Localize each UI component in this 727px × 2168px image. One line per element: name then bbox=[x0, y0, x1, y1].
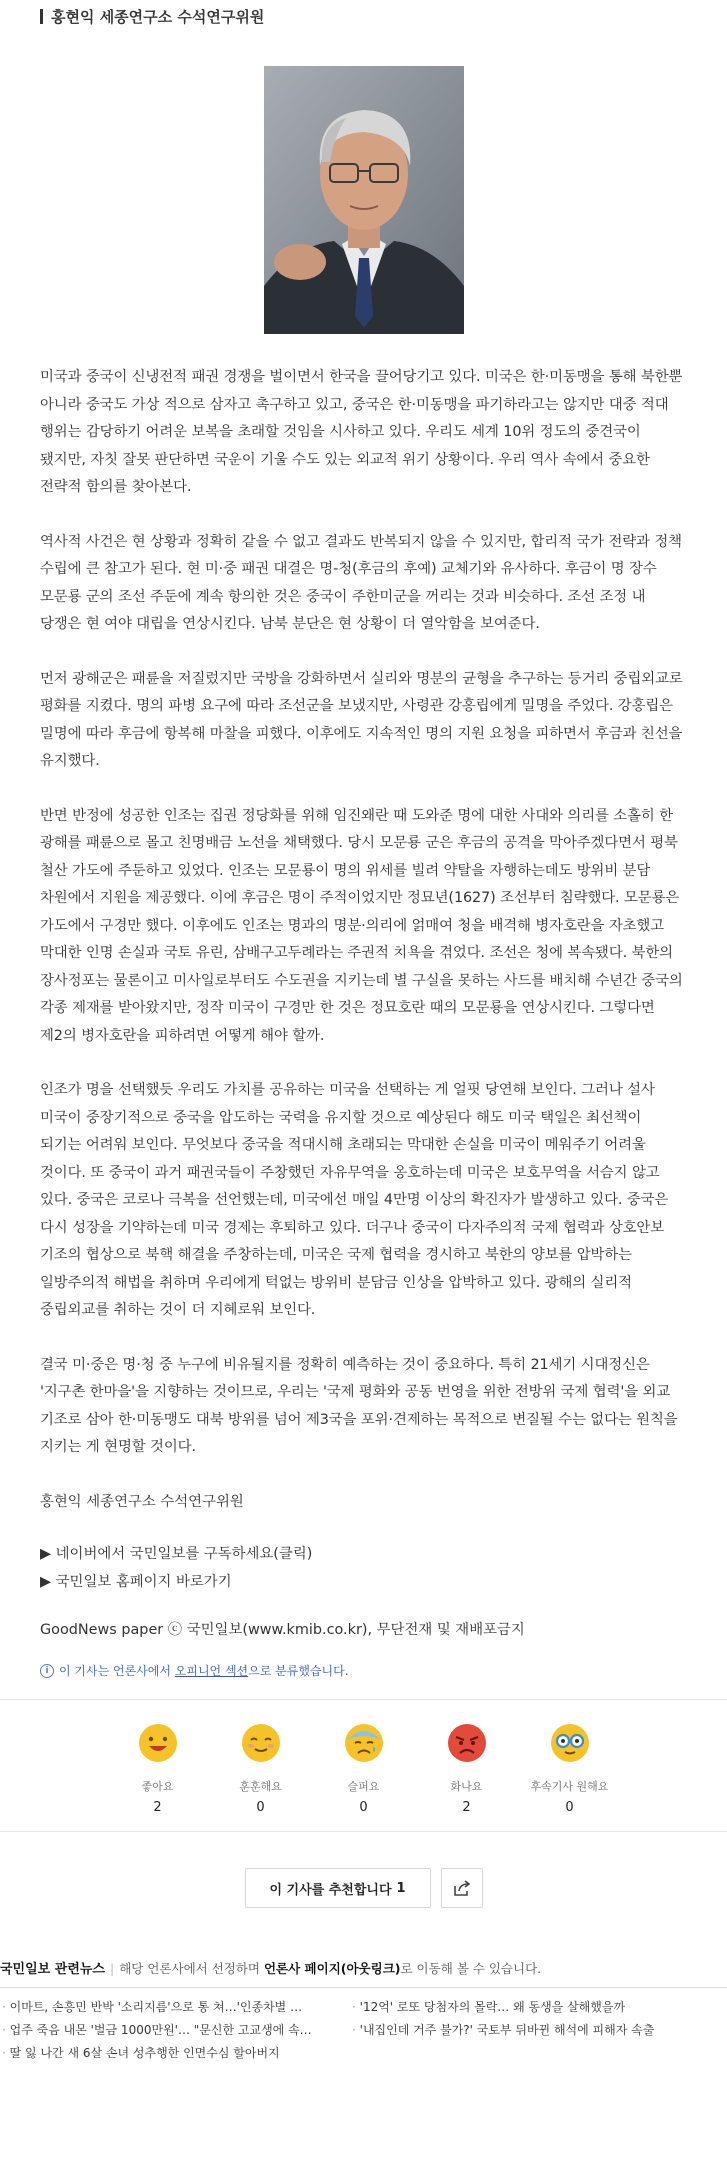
recommend-label: 이 기사를 추천합니다 bbox=[269, 1882, 392, 1898]
related-desc-bold: 언론사 페이지(아웃링크) bbox=[263, 1961, 401, 1976]
angry-face-icon bbox=[446, 1722, 488, 1764]
reaction-warm[interactable] bbox=[209, 1722, 312, 1815]
sad-face-icon bbox=[343, 1722, 385, 1764]
subscribe-link[interactable]: ▶ 네이버에서 국민일보를 구독하세요(클릭) bbox=[40, 1546, 313, 1562]
article-paragraph: 역사적 사건은 현 상황과 정확히 같을 수 없고 결과도 반복되지 않을 수 있지만, 합리적 국가 전략과 정책 수립에 큰 참고가 된다. 현 미·중 패권 대결은 명-청(후금의 후예) 교체기와 유사하다. 후금이 명 장수 모문룡 군의 조선 주둔에 계속 항의한 것은 중국이 주한미군을 꺼리는 것과 비슷하다. 조선 조정 내 당쟁은 현 여야 대립을 연상시킨다. 남북 분단은 현 상황이 더 열악함을 보여준다. bbox=[40, 533, 682, 632]
reaction-count: 0 bbox=[359, 1800, 368, 1815]
article-paragraph: 먼저 광해군은 패륜을 저질렀지만 국방을 강화하면서 실리와 명분의 균형을 추구하는 등거리 중립외교로 평화를 지켰다. 명의 파병 요구에 따라 조선군을 보냈지만, 사령관 강홍립에게 밀명을 주었다. 강홍립은 밀명에 따라 후금에 항복해 마찰을 피했다. 이후에도 지속적인 명의 지원 요청을 피하면서 후금과 친선을 유지했다. bbox=[40, 670, 683, 769]
reaction-bar bbox=[0, 1700, 727, 1831]
header-separator: | bbox=[110, 1961, 115, 1976]
recommend-count: 1 bbox=[396, 1880, 406, 1896]
byline-header bbox=[0, 0, 727, 32]
recommend-button[interactable] bbox=[245, 1868, 431, 1908]
byline-text: 홍현익 세종연구소 수석연구위원 bbox=[51, 8, 265, 26]
author-photo bbox=[264, 66, 464, 334]
want-more-face-icon bbox=[549, 1722, 591, 1764]
reaction-want-more[interactable] bbox=[518, 1722, 621, 1815]
promo-links bbox=[40, 1540, 687, 1596]
related-news-item[interactable]: · '12억' 로또 당첨자의 몰락… 왜 동생을 살해했을까 bbox=[350, 1996, 727, 2019]
reaction-count: 2 bbox=[153, 1800, 162, 1815]
share-icon bbox=[452, 1878, 472, 1898]
article-paragraph: 결국 미·중은 명·청 중 누구에 비유될지를 정확히 예측하는 것이 중요하다. 특히 21세기 시대정신은 '지구촌 한마을'을 지향하는 것이므로, 우리는 '국제 평화와 공동 번영을 위한 전방위 국제 협력'을 외교 기조로 삼아 한·미동맹도 대북 방위를 넘어 제3국을 포위·견제하는 목적으로 변질될 수는 없다는 원칙을 지키는 게 현명할 것이다. bbox=[40, 1356, 678, 1455]
reaction-angry[interactable] bbox=[415, 1722, 518, 1815]
section-notice bbox=[40, 1662, 687, 1679]
like-face-icon bbox=[137, 1722, 179, 1764]
article-paragraph: 미국과 중국이 신냉전적 패권 경쟁을 벌이면서 한국을 끌어당기고 있다. 미국은 한·미동맹을 통해 북한뿐 아니라 중국도 가상 적으로 삼자고 촉구하고 있고, 중국은 한·미동맹을 파기하라고는 않지만 대중 적대 행위는 감당하기 어려운 보복을 초래할 것임을 시사하고 있다. 우리도 세계 10위 정도의 중견국이 됐지만, 자칫 잘못 판단하면 국운이 기울 수도 있는 외교적 위기 상황이다. 우리 역사 속에서 중요한 전략적 함의를 찾아본다. bbox=[40, 369, 683, 495]
copyright-text: GoodNews paper ⓒ 국민일보(www.kmib.co.kr), 무단전재 및 재배포금지 bbox=[40, 1622, 525, 1638]
reaction-like[interactable] bbox=[106, 1722, 209, 1815]
related-news-list bbox=[0, 1988, 727, 2065]
notice-text bbox=[59, 1662, 349, 1679]
related-news-item[interactable]: · 이마트, 손흥민 반박 '소리지름'으로 통 쳐…'인종차별 … bbox=[0, 1996, 350, 2019]
notice-prefix: 이 기사는 언론사에서 bbox=[59, 1664, 175, 1678]
reaction-count: 2 bbox=[462, 1800, 471, 1815]
reaction-label: 후속기사 원해요 bbox=[530, 1780, 609, 1793]
reaction-label: 화나요 bbox=[450, 1780, 483, 1793]
section-divider bbox=[0, 1831, 727, 1832]
recommend-row bbox=[0, 1868, 727, 1908]
article-paragraph: 인조가 명을 선택했듯 우리도 가치를 공유하는 미국을 선택하는 게 얼핏 당연해 보인다. 그러나 설사 미국이 중장기적으로 중국을 압도하는 국력을 유지할 것으로 예상된다 해도 미국 택일은 최선책이 되기는 어려워 보인다. 무엇보다 중국을 적대시해 초래되는 막대한 손실을 미국이 메워주기 어려울 것이다. 또 중국이 과거 패권국들이 주창했던 자유무역을 옹호하는데 미국은 보호무역을 서슴지 않고 있다. 중국은 코로나 극복을 선언했는데, 미국에선 매일 4만명 이상의 확진자가 발생하고 있다. 중국은 다시 성장을 기약하는데 미국 경제는 후퇴하고 있다. 더구나 중국이 다자주의적 국제 협력과 상호안보 기조의 협상으로 북핵 해결을 주창하는데, 미국은 국제 협력을 경시하고 북한의 양보를 압박하는 일방주의적 해법을 취하며 우리에게 턱없는 방위비 분담금 인상을 압박하고 있다. 광해의 실리적 중립외교를 취하는 것이 더 지혜로워 보인다. bbox=[40, 1082, 669, 1318]
reaction-label: 슬퍼요 bbox=[347, 1780, 380, 1793]
opinion-section-link[interactable]: 오피니언 섹션 bbox=[174, 1664, 249, 1678]
reaction-count: 0 bbox=[565, 1800, 574, 1815]
warm-face-icon bbox=[240, 1722, 282, 1764]
author-signature: 홍현익 세종연구소 수석연구위원 bbox=[40, 1493, 244, 1510]
related-news-item[interactable]: · '내집인데 거주 불가?' 국토부 뒤바뀐 해석에 피해자 속출 bbox=[350, 2019, 727, 2042]
byline-bar bbox=[40, 9, 43, 24]
related-news-header bbox=[0, 1958, 727, 1988]
related-news-item[interactable]: · 딸 잃 나간 새 6살 손녀 성추행한 인면수심 할아버지 bbox=[0, 2042, 350, 2065]
article-paragraph: 반면 반정에 성공한 인조는 집권 정당화를 위해 임진왜란 때 도와준 명에 대한 사대와 의리를 소홀히 한 광해를 패륜으로 몰고 친명배금 노선을 채택했다. 당시 모문룡 군은 후금의 공격을 막아주겠다면서 평북 철산 가도에 주둔하고 있었다. 인조는 모문룡이 명의 위세를 빌려 약탈을 자행하는데도 방위비 분담 차원에서 지원을 제공했다. 이에 후금은 명이 주적이었지만 정묘년(1627) 조선부터 침략했다. 모문룡은 가도에서 구경만 했다. 이후에도 인조는 명과의 명분·의리에 얽매여 청을 배격해 병자호란을 자초했고 막대한 인명 손실과 국토 유린, 삼배구고두례라는 주권적 치욕을 겪었다. 조선은 청에 복속됐다. 북한의 장사정포는 물론이고 미사일로부터도 수도권을 지키는데 별 구실을 못하는 사드를 배치해 수년간 중국의 각종 제재를 받아왔지만, 정작 미국이 구경만 한 것은 정묘호란 때의 모문룡을 연상시킨다. 그렇다면 제2의 병자호란을 피하려면 어떻게 해야 할까. bbox=[40, 807, 683, 1044]
info-icon: i bbox=[40, 1664, 54, 1678]
reaction-sad[interactable] bbox=[312, 1722, 415, 1815]
homepage-link[interactable]: ▶ 국민일보 홈페이지 바로가기 bbox=[40, 1574, 232, 1590]
author-portrait-image bbox=[264, 66, 464, 334]
reaction-label: 좋아요 bbox=[141, 1780, 174, 1793]
article-body bbox=[0, 364, 727, 1679]
share-button[interactable] bbox=[441, 1868, 483, 1908]
reaction-label: 훈훈해요 bbox=[239, 1780, 282, 1793]
related-news bbox=[0, 1958, 727, 2065]
related-desc-suffix: 로 이동해 볼 수 있습니다. bbox=[400, 1961, 542, 1976]
notice-suffix: 으로 분류했습니다. bbox=[248, 1664, 349, 1678]
reaction-count: 0 bbox=[256, 1800, 265, 1815]
related-desc-prefix: 해당 언론사에서 선정하며 bbox=[119, 1961, 264, 1976]
related-news-item[interactable]: · 업주 죽음 내몬 '벌금 1000만원'… "문신한 고교생에 속… bbox=[0, 2019, 350, 2042]
related-news-title: 국민일보 관련뉴스 bbox=[0, 1962, 105, 1977]
